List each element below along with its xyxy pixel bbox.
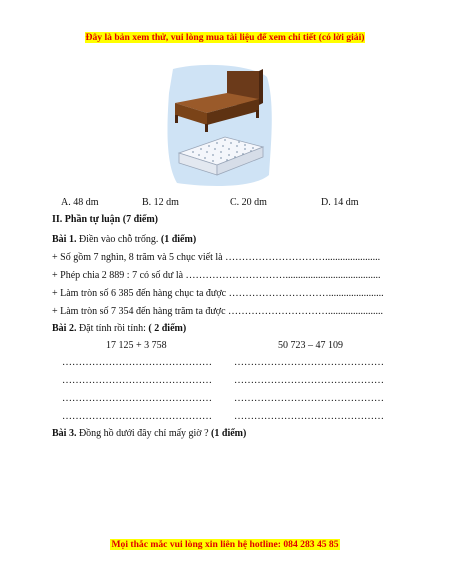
work-line: ……………………………………… xyxy=(234,393,384,404)
preview-notice xyxy=(0,27,450,45)
bed-and-mattress-illustration xyxy=(163,63,275,191)
work-line: ……………………………………… xyxy=(234,357,384,368)
section2-title: II. Phần tự luận (7 điểm) xyxy=(52,214,159,225)
bai1-item-text: + Làm tròn số 6 385 đến hàng chục ta được xyxy=(52,288,229,299)
bai1-label: Bài 1. xyxy=(52,234,77,245)
bai2-expression-right: 50 723 – 47 109 xyxy=(278,340,343,351)
bai1-item-4 xyxy=(52,306,383,318)
choice-c: C. 20 dm xyxy=(230,197,267,208)
bai2-heading xyxy=(52,323,186,335)
bai1-points: (1 điểm) xyxy=(160,234,197,245)
work-line: ……………………………………… xyxy=(62,411,212,422)
work-line: ……………………………………… xyxy=(62,393,212,404)
bai1-item-blank: …………………………...................... xyxy=(228,288,384,299)
bai1-item-2 xyxy=(52,270,381,282)
bai1-item-text: + Làm tròn số 7 354 đến hàng trăm ta được xyxy=(52,306,229,317)
bai2-expression-left: 17 125 + 3 758 xyxy=(106,340,167,351)
work-line: ……………………………………… xyxy=(234,411,384,422)
bai1-heading xyxy=(52,234,196,246)
work-line: ……………………………………… xyxy=(62,357,212,368)
work-line: ……………………………………… xyxy=(234,375,384,386)
bai2-label: Bài 2. xyxy=(52,323,77,334)
choice-d: D. 14 dm xyxy=(321,197,359,208)
bai1-item-3 xyxy=(52,288,384,300)
bai1-instruction: Điền vào chỗ trống. xyxy=(76,234,161,245)
bai1-item-text: + Số gồm 7 nghìn, 8 trăm và 5 chục viết là xyxy=(52,252,226,263)
preview-notice-text: Đây là bản xem thử, vui lòng mua tài liệu để xem chi tiết (có lời giải) xyxy=(85,32,365,43)
bai3-instruction: Đồng hồ dưới đây chỉ mấy giờ ? xyxy=(76,428,212,439)
bai1-item-text: + Phép chia 2 889 : 7 có số dư là xyxy=(52,270,186,281)
bai2-instruction: Đặt tính rồi tính: xyxy=(76,323,149,334)
bai1-item-blank: …………………………...................... xyxy=(228,306,384,317)
work-line: ……………………………………… xyxy=(62,375,212,386)
choice-a: A. 48 dm xyxy=(61,197,99,208)
bai1-item-blank: …………………………...................... xyxy=(225,252,381,263)
hotline-notice-text: Mọi thắc mắc vui lòng xin liên hệ hotline: 084 283 45 85 xyxy=(111,539,339,550)
choice-b: B. 12 dm xyxy=(142,197,179,208)
bai3-label: Bài 3. xyxy=(52,428,77,439)
bai3-heading xyxy=(52,428,246,440)
hotline-notice xyxy=(0,534,450,552)
bai1-item-blank: …………………………...................................... xyxy=(185,270,381,281)
bai2-points: ( 2 điểm) xyxy=(148,323,187,334)
bai1-item-1 xyxy=(52,252,380,264)
bai3-points: (1 điểm) xyxy=(211,428,247,439)
